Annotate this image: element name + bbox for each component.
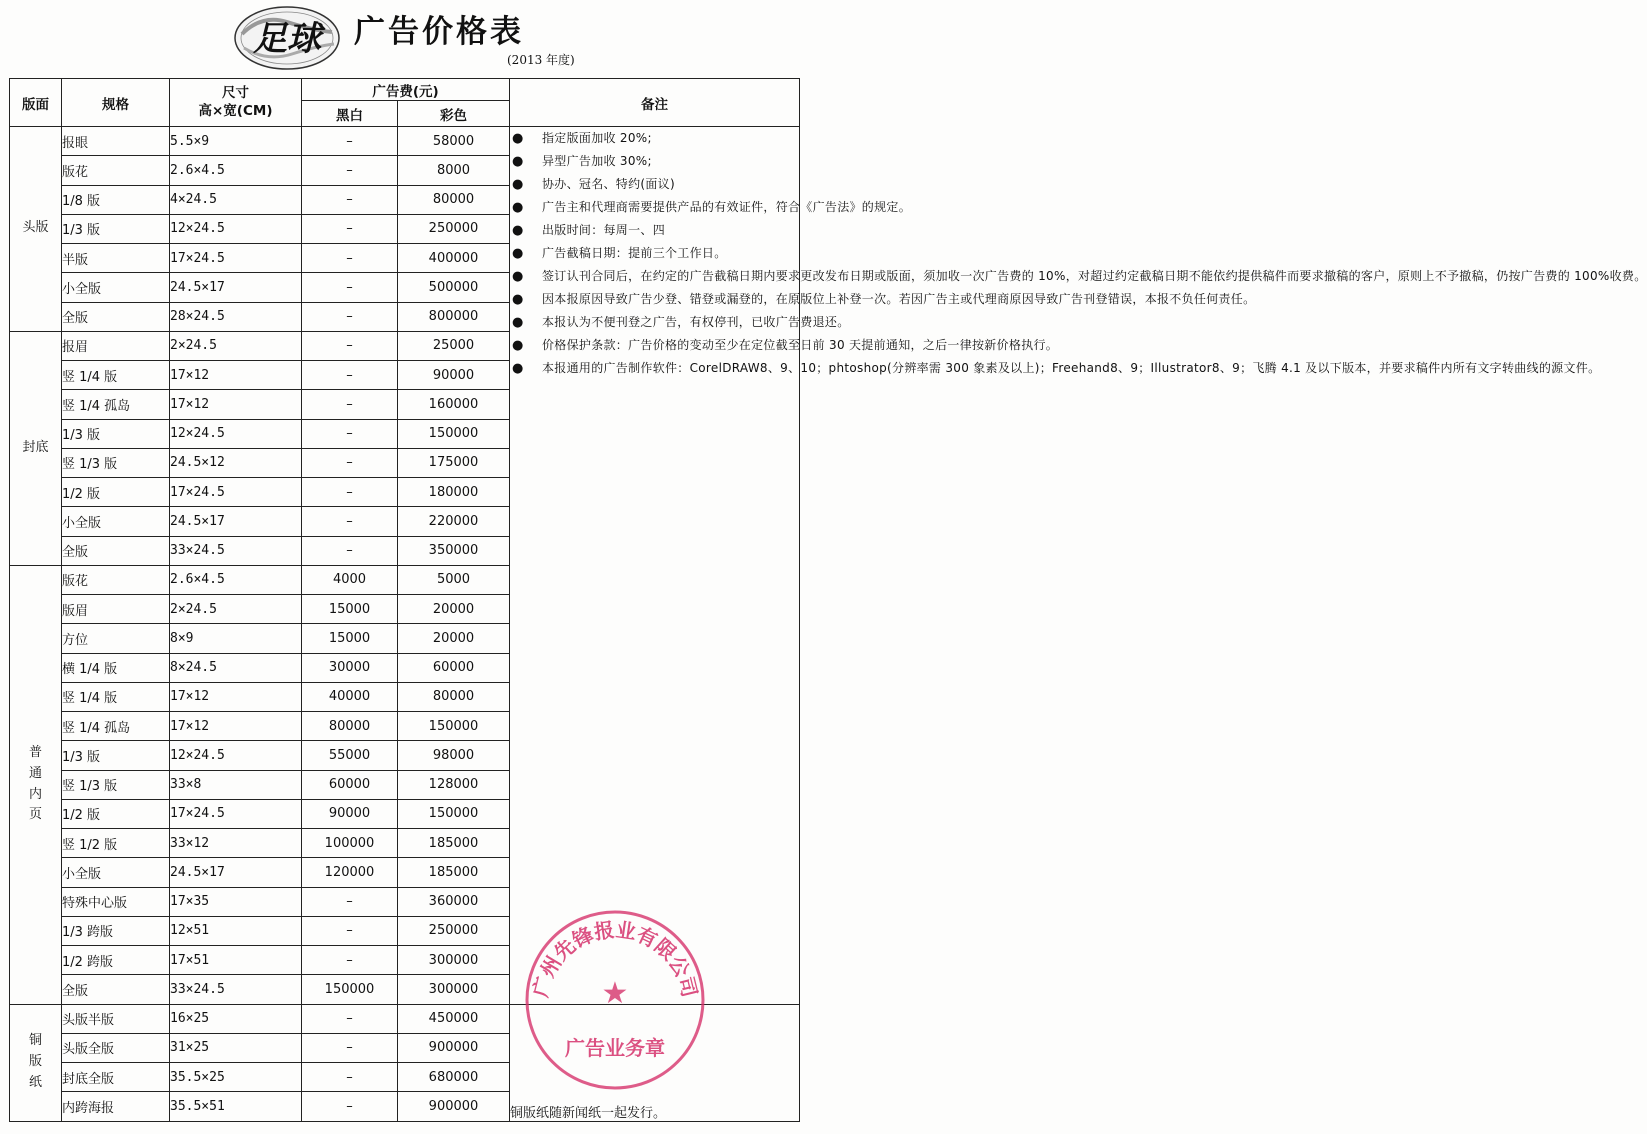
bw-price-cell: 60000 — [302, 770, 398, 799]
size-cell: 2×24.5 — [170, 331, 302, 360]
spec-cell: 方位 — [62, 624, 170, 653]
note-item — [510, 127, 799, 150]
bw-price-cell: – — [302, 390, 398, 419]
bw-price-cell: – — [302, 419, 398, 448]
stamp-star-icon: ★ — [601, 976, 629, 1011]
size-cell: 17×24.5 — [170, 244, 302, 273]
spec-cell: 头版全版 — [62, 1033, 170, 1062]
bw-price-cell: – — [302, 507, 398, 536]
bw-price-cell: – — [302, 361, 398, 390]
spec-cell: 版眉 — [62, 595, 170, 624]
note-text: 广告主和代理商需要提供产品的有效证件，符合《广告法》的规定。 — [542, 200, 912, 214]
color-price-cell: 150000 — [398, 712, 510, 741]
logo-text: 足球 — [253, 19, 321, 59]
spec-cell: 半版 — [62, 244, 170, 273]
bw-price-cell: – — [302, 127, 398, 156]
spec-cell: 竖 1/3 版 — [62, 448, 170, 477]
stamp-center-text: 广告业务章 — [565, 1036, 665, 1060]
bullet-icon: ● — [512, 223, 524, 238]
size-cell: 12×24.5 — [170, 419, 302, 448]
note-item — [510, 357, 1601, 380]
section-name-char: 版 — [28, 1054, 42, 1070]
color-price-cell: 25000 — [398, 331, 510, 360]
col-size-header — [170, 79, 302, 127]
color-price-cell: 300000 — [398, 975, 510, 1004]
football-logo-icon — [232, 4, 342, 72]
color-price-cell: 400000 — [398, 244, 510, 273]
bw-price-cell: – — [302, 1092, 398, 1121]
spec-cell: 1/8 版 — [62, 185, 170, 214]
note-item — [510, 311, 850, 334]
section-name-cell: 头版 — [10, 127, 62, 332]
color-price-cell: 800000 — [398, 302, 510, 331]
size-cell: 33×24.5 — [170, 536, 302, 565]
bw-price-cell: – — [302, 478, 398, 507]
color-price-cell: 250000 — [398, 214, 510, 243]
size-cell: 35.5×51 — [170, 1092, 302, 1121]
bw-price-cell: – — [302, 331, 398, 360]
bw-price-cell: – — [302, 887, 398, 916]
spec-cell: 头版半版 — [62, 1004, 170, 1033]
bw-price-cell: – — [302, 1033, 398, 1062]
size-cell: 17×12 — [170, 361, 302, 390]
spec-cell: 小全版 — [62, 858, 170, 887]
size-cell: 33×24.5 — [170, 975, 302, 1004]
color-price-cell: 8000 — [398, 156, 510, 185]
size-cell: 2.6×4.5 — [170, 565, 302, 594]
size-cell: 28×24.5 — [170, 302, 302, 331]
bw-price-cell: – — [302, 946, 398, 975]
spec-cell: 1/3 版 — [62, 741, 170, 770]
notes-list — [510, 127, 1647, 380]
size-cell: 12×24.5 — [170, 741, 302, 770]
note-text: 出版时间：每周一、四 — [542, 223, 666, 237]
size-cell: 17×51 — [170, 946, 302, 975]
spec-cell: 横 1/4 版 — [62, 653, 170, 682]
size-cell: 24.5×17 — [170, 858, 302, 887]
bullet-icon: ● — [512, 292, 524, 307]
page-title: 广告价格表 — [354, 14, 524, 50]
bw-price-cell: 100000 — [302, 829, 398, 858]
col-notes-header: 备注 — [510, 79, 800, 127]
size-cell: 17×12 — [170, 712, 302, 741]
note-item — [510, 242, 799, 265]
size-cell: 24.5×17 — [170, 273, 302, 302]
table-row — [10, 127, 800, 156]
spec-cell: 竖 1/4 版 — [62, 682, 170, 711]
note-text: 广告截稿日期：提前三个工作日。 — [542, 246, 727, 260]
note-text: 因本报原因导致广告少登、错登或漏登的，在原版位上补登一次。若因广告主或代理商原因导致广告刊登错误，本报不负任何责任。 — [542, 292, 1256, 306]
spec-cell: 小全版 — [62, 273, 170, 302]
color-price-cell: 360000 — [398, 887, 510, 916]
size-cell: 17×12 — [170, 682, 302, 711]
page-header — [0, 0, 800, 78]
size-cell: 16×25 — [170, 1004, 302, 1033]
bullet-icon: ● — [512, 361, 524, 376]
size-cell: 33×8 — [170, 770, 302, 799]
color-price-cell: 58000 — [398, 127, 510, 156]
bw-price-cell: – — [302, 273, 398, 302]
bw-price-cell: – — [302, 185, 398, 214]
note-item — [510, 219, 799, 242]
size-cell: 31×25 — [170, 1033, 302, 1062]
copper-note-cell: 铜版纸随新闻纸一起发行。 — [510, 1004, 800, 1121]
note-item — [510, 173, 799, 196]
color-price-cell: 450000 — [398, 1004, 510, 1033]
color-price-cell: 80000 — [398, 185, 510, 214]
col-size-line1: 尺寸 — [222, 84, 249, 101]
bullet-icon: ● — [512, 269, 524, 284]
color-price-cell: 900000 — [398, 1033, 510, 1062]
bw-price-cell: 40000 — [302, 682, 398, 711]
bullet-icon: ● — [512, 200, 524, 215]
spec-cell: 报眉 — [62, 331, 170, 360]
spec-cell: 全版 — [62, 536, 170, 565]
spec-cell: 全版 — [62, 302, 170, 331]
color-price-cell: 80000 — [398, 682, 510, 711]
size-cell: 17×35 — [170, 887, 302, 916]
note-text: 协办、冠名、特约(面议) — [542, 177, 675, 191]
section-name-cell — [10, 1004, 62, 1121]
bullet-icon: ● — [512, 338, 524, 353]
size-cell: 8×24.5 — [170, 653, 302, 682]
size-cell: 17×12 — [170, 390, 302, 419]
note-text: 本报认为不便刊登之广告，有权停刊，已收广告费退还。 — [542, 315, 850, 329]
bw-price-cell: 15000 — [302, 624, 398, 653]
color-price-cell: 680000 — [398, 1063, 510, 1092]
bw-price-cell: 30000 — [302, 653, 398, 682]
spec-cell: 1/2 版 — [62, 799, 170, 828]
size-cell: 17×24.5 — [170, 478, 302, 507]
color-price-cell: 60000 — [398, 653, 510, 682]
section-name-char: 普 — [28, 745, 42, 761]
bw-price-cell: – — [302, 536, 398, 565]
color-price-cell: 300000 — [398, 946, 510, 975]
spec-cell: 内跨海报 — [62, 1092, 170, 1121]
bullet-icon: ● — [512, 177, 524, 192]
bullet-icon: ● — [512, 315, 524, 330]
spec-cell: 版花 — [62, 156, 170, 185]
spec-cell: 1/3 跨版 — [62, 916, 170, 945]
color-price-cell: 500000 — [398, 273, 510, 302]
col-size-line2: 高×宽(CM) — [198, 102, 273, 119]
size-cell: 33×12 — [170, 829, 302, 858]
color-price-cell: 150000 — [398, 419, 510, 448]
spec-cell: 封底全版 — [62, 1063, 170, 1092]
color-price-cell: 250000 — [398, 916, 510, 945]
spec-cell: 竖 1/4 版 — [62, 361, 170, 390]
spec-cell: 1/2 跨版 — [62, 946, 170, 975]
color-price-cell: 185000 — [398, 858, 510, 887]
size-cell: 24.5×12 — [170, 448, 302, 477]
section-name-char: 通 — [28, 765, 42, 781]
bw-price-cell: 55000 — [302, 741, 398, 770]
bw-price-cell: – — [302, 302, 398, 331]
size-cell: 4×24.5 — [170, 185, 302, 214]
section-name-char: 页 — [28, 807, 42, 823]
spec-cell: 竖 1/3 版 — [62, 770, 170, 799]
note-item — [510, 150, 799, 173]
color-price-cell: 20000 — [398, 595, 510, 624]
year-label: (2013 年度) — [507, 53, 575, 67]
spec-cell: 版花 — [62, 565, 170, 594]
size-cell: 17×24.5 — [170, 799, 302, 828]
note-text: 签订认刊合同后，在约定的广告截稿日期内要求更改发布日期或版面，须加收一次广告费的 10%，对超过约定截稿日期不能依约提供稿件而要求撤稿的客户，原则上不予撤稿，仍按广告费的 100%收费。 — [542, 269, 1647, 283]
bw-price-cell: 150000 — [302, 975, 398, 1004]
section-name-char: 纸 — [28, 1074, 42, 1090]
section-name-cell: 封底 — [10, 331, 62, 565]
note-item — [510, 334, 1059, 357]
note-item — [510, 288, 1256, 311]
bw-price-cell: – — [302, 1004, 398, 1033]
col-bw-header: 黑白 — [302, 101, 398, 127]
size-cell: 12×24.5 — [170, 214, 302, 243]
bw-price-cell: – — [302, 916, 398, 945]
note-text: 指定版面加收 20%; — [542, 131, 652, 145]
note-item — [510, 265, 1647, 288]
color-price-cell: 128000 — [398, 770, 510, 799]
stamp-ring-text: 广州先锋报业有限公司 — [528, 917, 702, 1000]
bullet-icon: ● — [512, 131, 524, 146]
section-name-char: 铜 — [28, 1033, 42, 1049]
col-color-header: 彩色 — [398, 101, 510, 127]
color-price-cell: 185000 — [398, 829, 510, 858]
bw-price-cell: 90000 — [302, 799, 398, 828]
bw-price-cell: 15000 — [302, 595, 398, 624]
color-price-cell: 20000 — [398, 624, 510, 653]
spec-cell: 报眼 — [62, 127, 170, 156]
size-cell: 2.6×4.5 — [170, 156, 302, 185]
note-text: 价格保护条款：广告价格的变动至少在定位截至日前 30 天提前通知，之后一律按新价格执行。 — [542, 338, 1059, 352]
color-price-cell: 350000 — [398, 536, 510, 565]
bw-price-cell: – — [302, 214, 398, 243]
size-cell: 2×24.5 — [170, 595, 302, 624]
col-fee-header: 广告费(元) — [302, 79, 510, 101]
bw-price-cell: 4000 — [302, 565, 398, 594]
color-price-cell: 160000 — [398, 390, 510, 419]
color-price-cell: 5000 — [398, 565, 510, 594]
color-price-cell: 175000 — [398, 448, 510, 477]
color-price-cell: 220000 — [398, 507, 510, 536]
size-cell: 24.5×17 — [170, 507, 302, 536]
color-price-cell: 180000 — [398, 478, 510, 507]
note-item — [510, 196, 912, 219]
note-text: 异型广告加收 30%; — [542, 154, 652, 168]
price-table-body — [10, 127, 1647, 1122]
bw-price-cell: – — [302, 1063, 398, 1092]
spec-cell: 小全版 — [62, 507, 170, 536]
bullet-icon: ● — [512, 154, 524, 169]
spec-cell: 1/3 版 — [62, 419, 170, 448]
section-name-char: 内 — [28, 786, 42, 802]
bw-price-cell: 120000 — [302, 858, 398, 887]
bw-price-cell: – — [302, 156, 398, 185]
bullet-icon: ● — [512, 246, 524, 261]
size-cell: 35.5×25 — [170, 1063, 302, 1092]
price-table — [9, 78, 1647, 1122]
spec-cell: 竖 1/4 孤岛 — [62, 712, 170, 741]
spec-cell: 1/3 版 — [62, 214, 170, 243]
color-price-cell: 900000 — [398, 1092, 510, 1121]
table-row — [10, 1004, 800, 1033]
size-cell: 8×9 — [170, 624, 302, 653]
bw-price-cell: – — [302, 244, 398, 273]
spec-cell: 1/2 版 — [62, 478, 170, 507]
notes-cell — [510, 127, 1647, 1005]
spec-cell: 竖 1/2 版 — [62, 829, 170, 858]
spec-cell: 特殊中心版 — [62, 887, 170, 916]
bw-price-cell: 80000 — [302, 712, 398, 741]
color-price-cell: 98000 — [398, 741, 510, 770]
size-cell: 12×51 — [170, 916, 302, 945]
bw-price-cell: – — [302, 448, 398, 477]
spec-cell: 竖 1/4 孤岛 — [62, 390, 170, 419]
color-price-cell: 90000 — [398, 361, 510, 390]
section-name-cell — [10, 565, 62, 1004]
col-section-header: 版面 — [10, 79, 62, 127]
size-cell: 5.5×9 — [170, 127, 302, 156]
color-price-cell: 150000 — [398, 799, 510, 828]
col-spec-header: 规格 — [62, 79, 170, 127]
spec-cell: 全版 — [62, 975, 170, 1004]
note-text: 本报通用的广告制作软件：CorelDRAW8、9、10；phtoshop(分辨率需 300 象素及以上)；Freehand8、9；Illustrator8、9；飞腾 4.1 及以下版本，并要求稿件内所有文字转曲线的源文件。 — [542, 361, 1601, 375]
